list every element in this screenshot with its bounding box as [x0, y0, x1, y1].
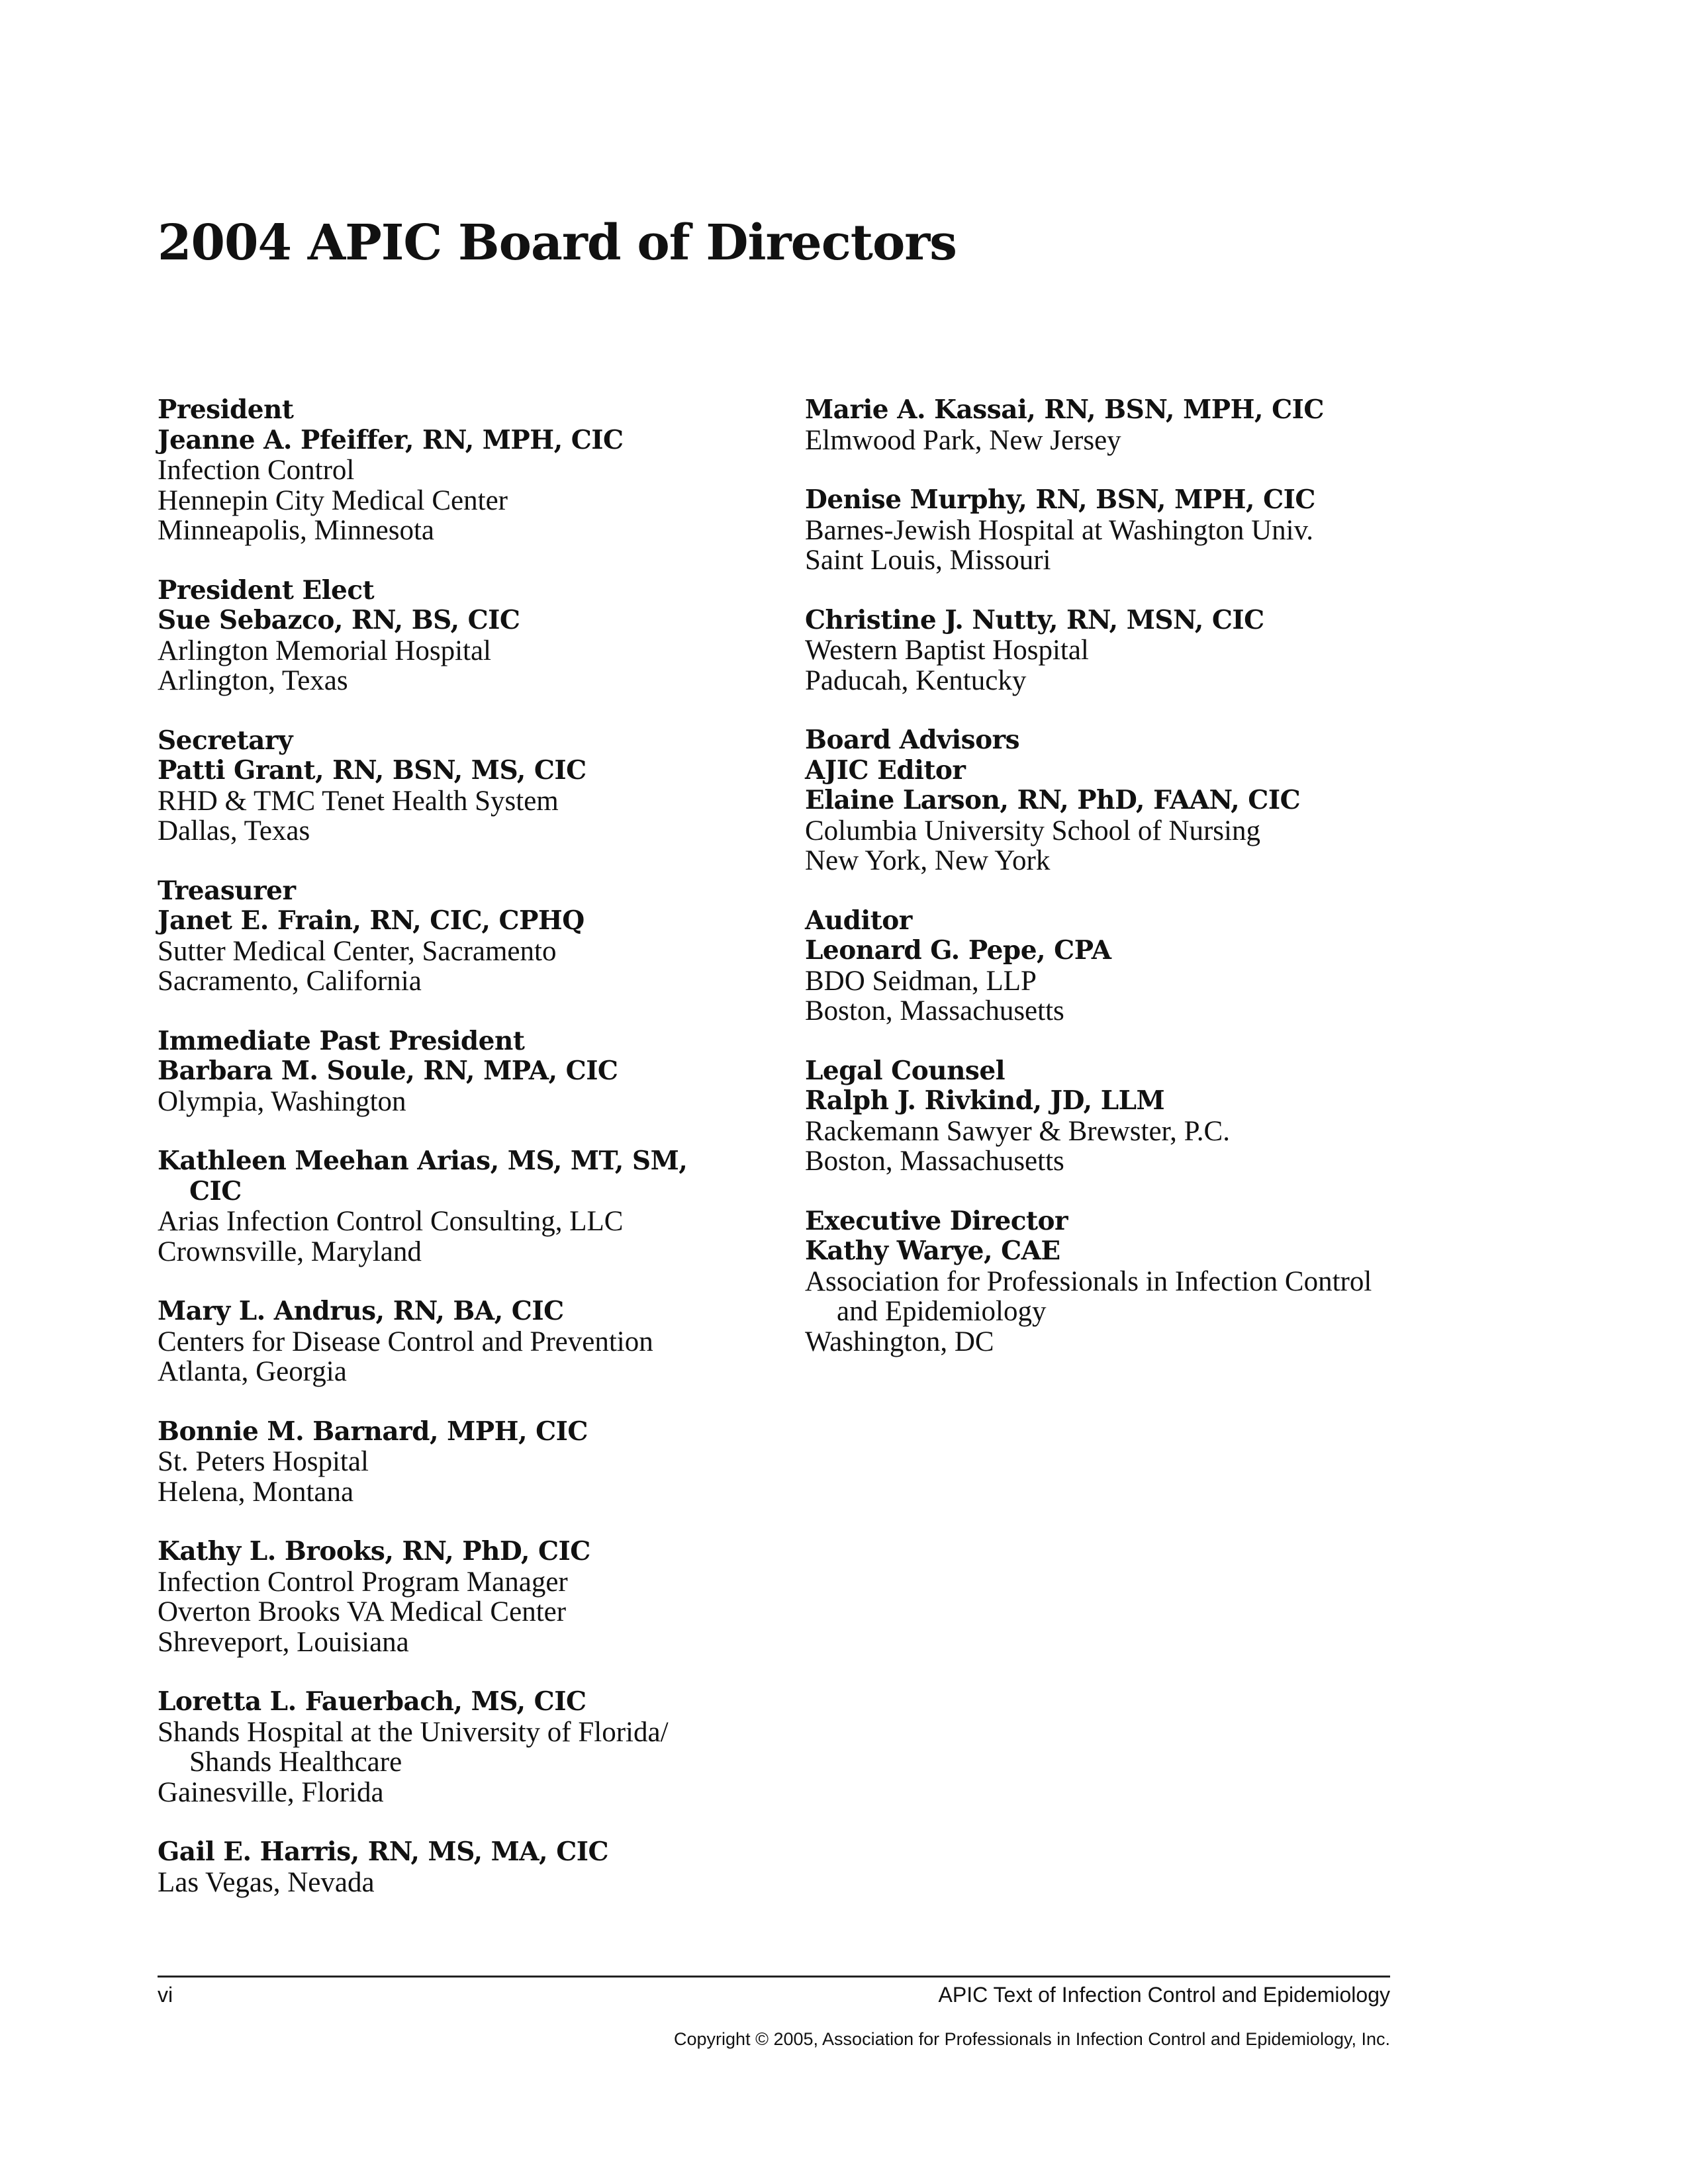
member-name: Ralph J. Rivkind, JD, LLM [805, 1085, 1165, 1116]
role-label: Board Advisors [805, 725, 1020, 755]
affiliation-line: Centers for Disease Control and Prevention [158, 1326, 653, 1357]
affiliation-line: RHD & TMC Tenet Health System [158, 785, 559, 817]
location-line: Boston, Massachusetts [805, 995, 1064, 1026]
affiliation-line: Overton Brooks VA Medical Center [158, 1596, 567, 1627]
role-label: Executive Director [805, 1205, 1068, 1236]
member-name: Barbara M. Soule, RN, MPA, CIC [158, 1056, 618, 1086]
affiliation-line: Infection Control Program Manager [158, 1566, 568, 1598]
affiliation-line: St. Peters Hospital [158, 1446, 369, 1477]
entry-secretary [158, 726, 767, 846]
affiliation-line-continued: Shands Healthcare [189, 1747, 402, 1778]
member-name: Elaine Larson, RN, PhD, FAAN, CIC [805, 785, 1301, 815]
member-name: Kathleen Meehan Arias, MS, MT, SM, [158, 1146, 688, 1176]
copyright-notice: Copyright © 2005, Association for Professionals in Infection Control and Epidemiology, Inc. [674, 2029, 1390, 2049]
member-name: Sue Sebazco, RN, BS, CIC [158, 605, 520, 635]
entry-brooks [158, 1537, 767, 1657]
entry-president-elect [158, 576, 767, 696]
affiliation-line: BDO Seidman, LLP [805, 965, 1037, 997]
location-line: Elmwood Park, New Jersey [805, 424, 1121, 456]
location-line: Minneapolis, Minnesota [158, 515, 435, 546]
role-label: Immediate Past President [158, 1025, 525, 1056]
running-footer-title: APIC Text of Infection Control and Epidemiology [938, 1983, 1390, 2007]
location-line: Olympia, Washington [158, 1085, 406, 1117]
affiliation-line: Shands Hospital at the University of Florida/ [158, 1716, 669, 1748]
member-name: Leonard G. Pepe, CPA [805, 935, 1111, 966]
page-title: 2004 APIC Board of Directors [158, 214, 957, 271]
affiliation-line: Western Baptist Hospital [805, 635, 1089, 666]
affiliation-line-continued: and Epidemiology [837, 1296, 1047, 1327]
member-name: Gail E. Harris, RN, MS, MA, CIC [158, 1837, 609, 1867]
member-name: Janet E. Frain, RN, CIC, CPHQ [158, 905, 585, 936]
location-line: Paducah, Kentucky [805, 664, 1027, 696]
entry-auditor [805, 906, 1467, 1026]
member-name: Bonnie M. Barnard, MPH, CIC [158, 1416, 588, 1447]
footer-rule [158, 1976, 1390, 1978]
location-line: New York, New York [805, 845, 1051, 876]
left-column [158, 395, 767, 1927]
affiliation-line: Barnes-Jewish Hospital at Washington Univ. [805, 514, 1314, 546]
entry-barnard [158, 1417, 767, 1508]
entry-president [158, 395, 767, 546]
location-line: Shreveport, Louisiana [158, 1626, 409, 1658]
entry-nutty [805, 606, 1467, 696]
entry-board-advisors [805, 725, 1467, 876]
entry-past-president [158, 1026, 767, 1117]
entry-fauerbach [158, 1687, 767, 1807]
location-line: Washington, DC [805, 1326, 994, 1357]
member-name: Kathy L. Brooks, RN, PhD, CIC [158, 1536, 590, 1567]
role-label: Treasurer [158, 875, 296, 906]
member-name: Mary L. Andrus, RN, BA, CIC [158, 1296, 564, 1326]
entry-treasurer [158, 876, 767, 997]
entry-harris [158, 1837, 767, 1897]
entry-executive-director [805, 1206, 1467, 1357]
member-name: Kathy Warye, CAE [805, 1236, 1060, 1266]
role-label: President [158, 394, 294, 425]
affiliation-line: Infection Control [158, 455, 355, 486]
affiliation-line: Arias Infection Control Consulting, LLC [158, 1206, 624, 1237]
entry-murphy [805, 485, 1467, 576]
affiliation-line: Columbia University School of Nursing [805, 815, 1260, 846]
right-column [805, 395, 1467, 1387]
location-line: Crownsville, Maryland [158, 1236, 422, 1267]
member-name: Patti Grant, RN, BSN, MS, CIC [158, 755, 586, 786]
entry-arias [158, 1146, 767, 1267]
role-label: President Elect [158, 574, 375, 606]
affiliation-line: Association for Professionals in Infection Control [805, 1265, 1372, 1297]
location-line: Gainesville, Florida [158, 1776, 384, 1808]
location-line: Helena, Montana [158, 1476, 354, 1508]
member-name: Loretta L. Fauerbach, MS, CIC [158, 1686, 586, 1717]
member-name: Marie A. Kassai, RN, BSN, MPH, CIC [805, 394, 1324, 425]
entry-andrus [158, 1297, 767, 1387]
member-name: Jeanne A. Pfeiffer, RN, MPH, CIC [158, 424, 624, 455]
location-line: Arlington, Texas [158, 665, 348, 696]
location-line: Dallas, Texas [158, 815, 310, 846]
member-name-continued: CIC [189, 1175, 242, 1206]
affiliation-line: Rackemann Sawyer & Brewster, P.C. [805, 1115, 1230, 1147]
location-line: Atlanta, Georgia [158, 1356, 347, 1387]
location-line: Saint Louis, Missouri [805, 545, 1051, 576]
page-number: vi [158, 1983, 173, 2007]
affiliation-line: Arlington Memorial Hospital [158, 635, 491, 666]
location-line: Boston, Massachusetts [805, 1146, 1064, 1177]
role-label: Legal Counsel [805, 1055, 1006, 1086]
entry-kassai [805, 395, 1467, 455]
affiliation-line: Hennepin City Medical Center [158, 484, 508, 516]
affiliation-line: Sutter Medical Center, Sacramento [158, 935, 557, 967]
entry-legal-counsel [805, 1056, 1467, 1177]
member-name: Christine J. Nutty, RN, MSN, CIC [805, 604, 1264, 635]
role-label: Auditor [805, 905, 912, 936]
location-line: Sacramento, California [158, 966, 422, 997]
subrole-label: AJIC Editor [805, 754, 966, 786]
member-name: Denise Murphy, RN, BSN, MPH, CIC [805, 484, 1315, 515]
location-line: Las Vegas, Nevada [158, 1866, 375, 1898]
role-label: Secretary [158, 725, 293, 756]
